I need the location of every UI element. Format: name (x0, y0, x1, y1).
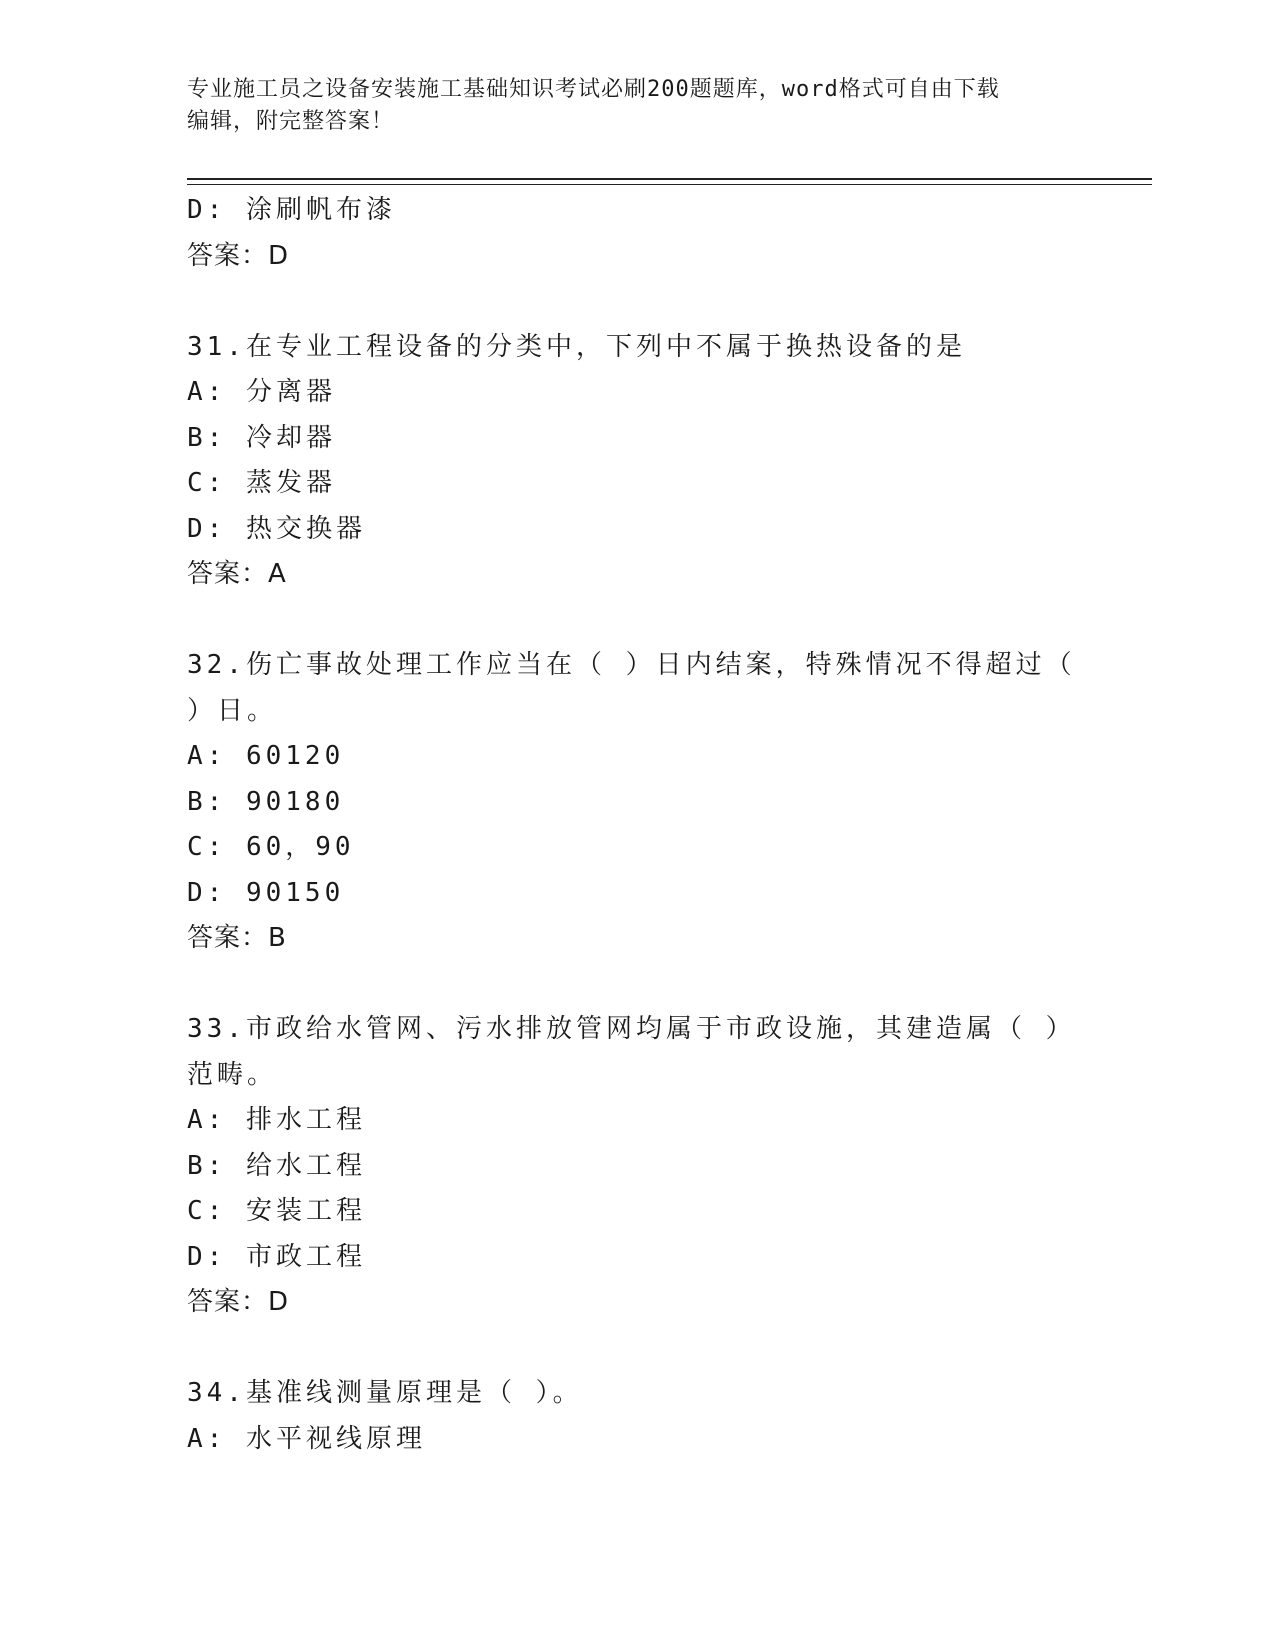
spacer (187, 962, 1087, 1008)
question-34 (187, 1371, 1087, 1462)
question-text: 33.市政给水管网、污水排放管网均属于市政设施，其建造属（ ）范畴。 (187, 1014, 1076, 1090)
answer-line: 答案：A (187, 559, 287, 589)
option-c: C: 安装工程 (187, 1196, 366, 1226)
question-text: 31.在专业工程设备的分类中，下列中不属于换热设备的是 (187, 331, 966, 362)
answer-line: 答案：D (187, 240, 290, 271)
option-b: B: 90180 (187, 786, 345, 817)
option-a: A: 水平视线原理 (187, 1423, 426, 1454)
option-c: C: 60，90 (187, 832, 355, 862)
spacer (187, 1326, 1087, 1372)
question-text: 34.基准线测量原理是（ ）。 (187, 1378, 583, 1408)
option-d: D: 市政工程 (187, 1241, 366, 1272)
question-31 (187, 325, 1087, 598)
option-a: A: 分离器 (187, 377, 336, 407)
answer-line: 答案：B (187, 923, 287, 953)
header-line-1: 专业施工员之设备安装施工基础知识考试必刷200题题库，word格式可自由下载 (187, 77, 1000, 102)
header-rule-thick (187, 178, 1152, 180)
spacer (187, 598, 1087, 644)
question-text: 32.伤亡事故处理工作应当在（ ）日内结案，特殊情况不得超过（ ）日。 (187, 650, 1076, 726)
document-content (187, 188, 1087, 1462)
option-a: A: 排水工程 (187, 1105, 366, 1135)
option-d: D: 90150 (187, 877, 345, 908)
option-d: D: 涂刷帆布漆 (187, 195, 396, 225)
answer-line: 答案：D (187, 1287, 290, 1317)
option-a: A: 60120 (187, 741, 345, 771)
question-32 (187, 643, 1087, 962)
question-33 (187, 1007, 1087, 1326)
option-d: D: 热交换器 (187, 513, 366, 544)
option-b: B: 给水工程 (187, 1150, 366, 1181)
spacer (187, 279, 1087, 325)
document-header (187, 74, 1087, 138)
option-b: B: 冷却器 (187, 422, 336, 453)
option-c: C: 蒸发器 (187, 468, 336, 498)
header-line-2: 编辑，附完整答案！ (187, 109, 395, 134)
header-rule-thin (187, 184, 1152, 185)
